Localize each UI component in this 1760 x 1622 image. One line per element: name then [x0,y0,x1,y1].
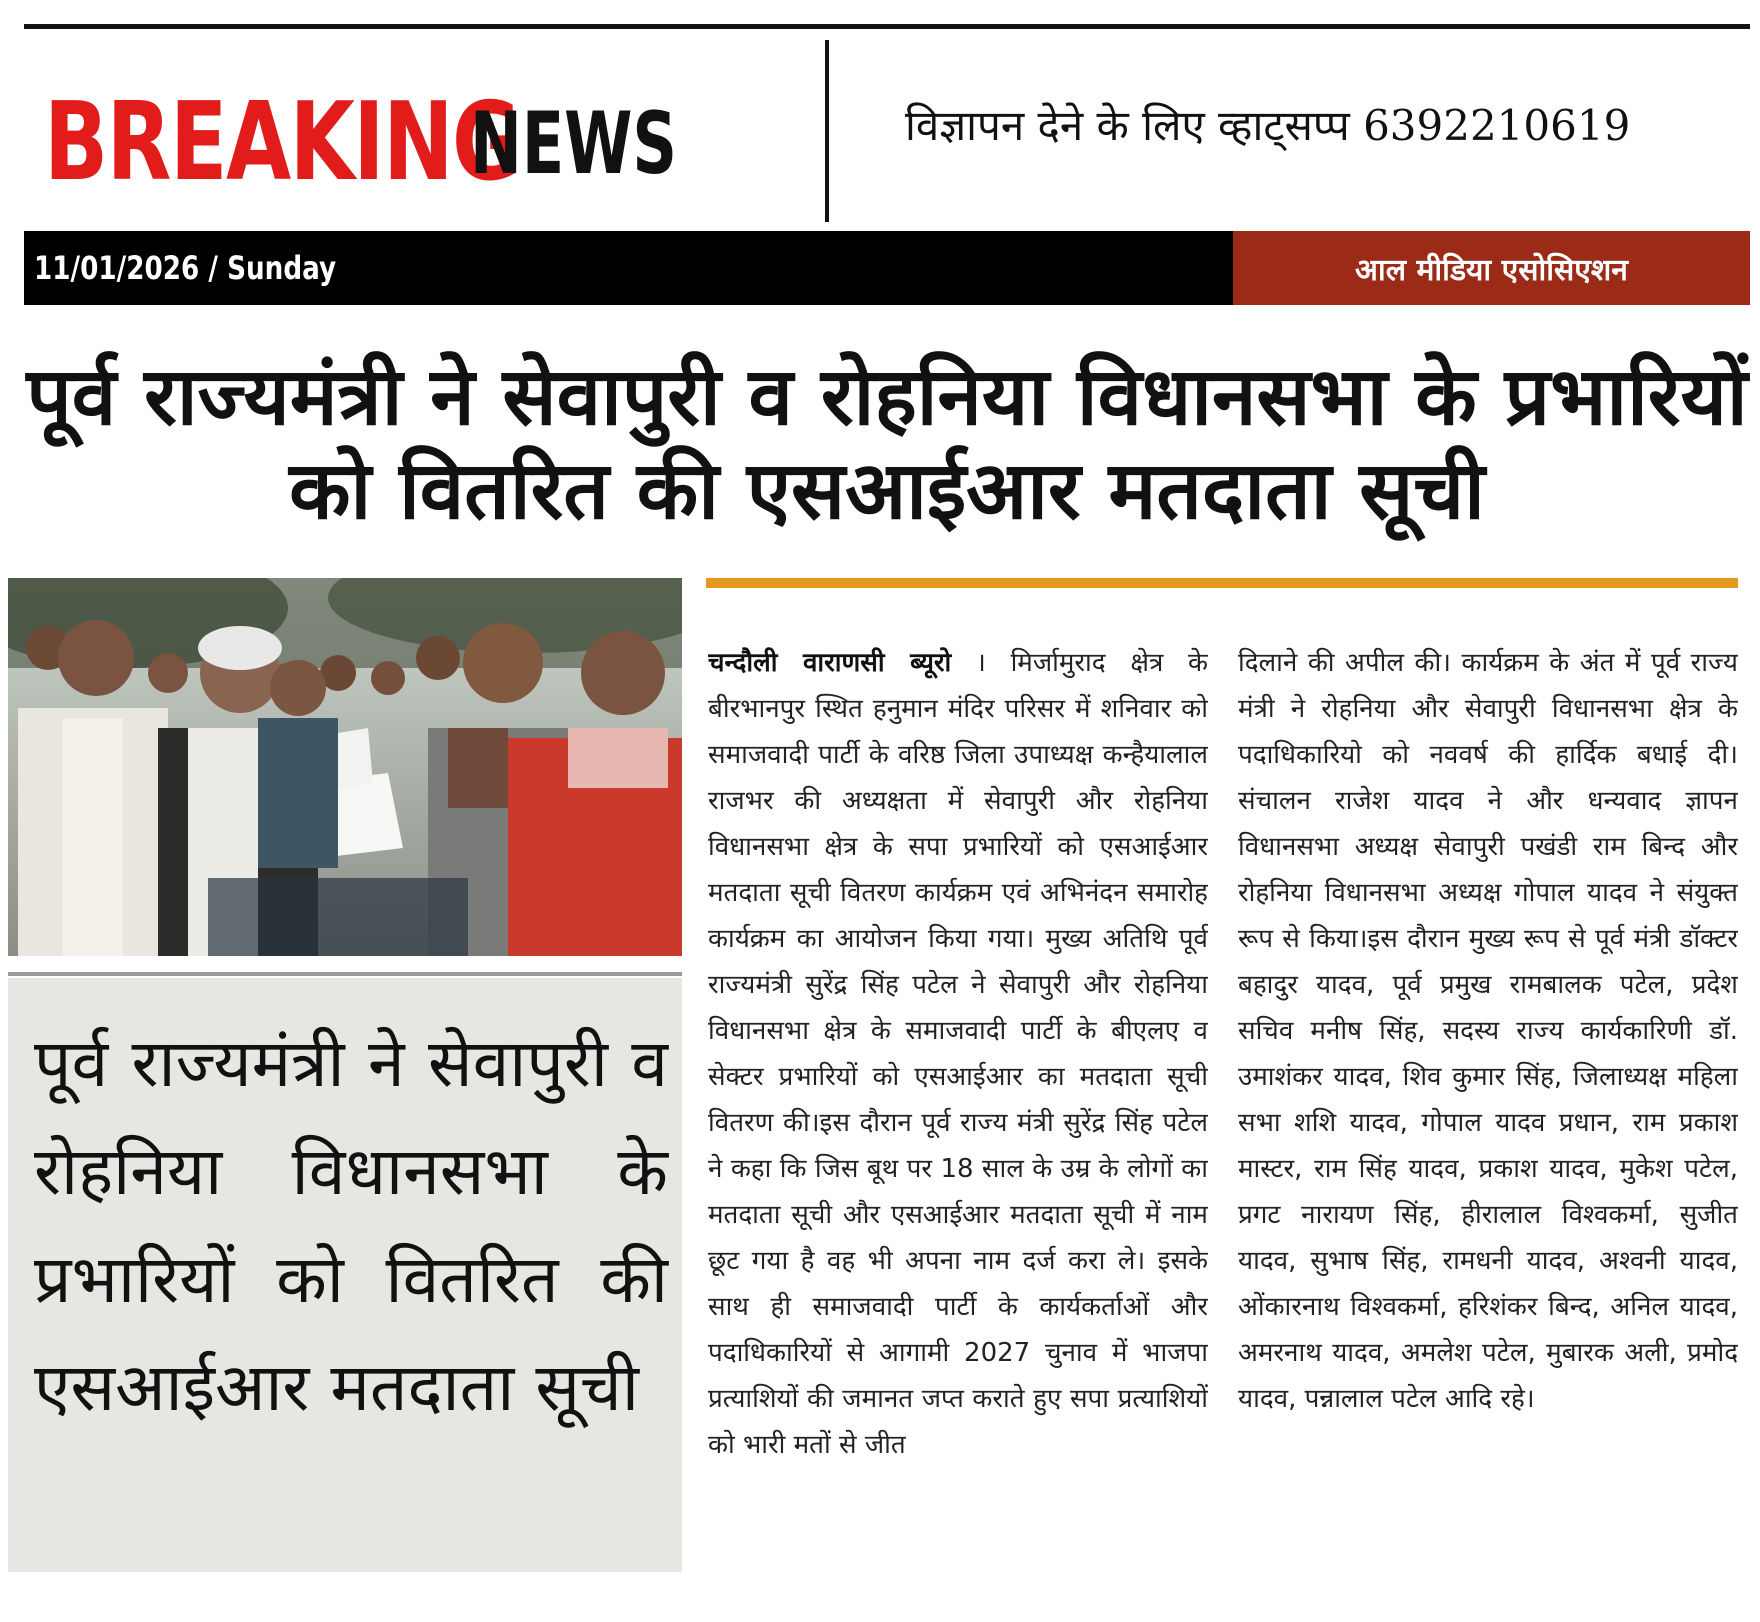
top-rule [24,24,1750,29]
association-name: आल मीडिया एसोसिएशन [1355,252,1628,288]
article-body-2: दिलाने की अपील की। कार्यक्रम के अंत में पूर्व राज्य मंत्री ने रोहनिया और सेवापुरी विधानसभा क्षेत्र के पदाधिकारियो को नववर्ष की हार्दिक बधाई दी। संचालन राजेश यादव ने और धन्यवाद ज्ञापन विधानसभा अध्यक्ष सेवापुरी पखंडी राम बिन्द और रोहनिया विधानसभा अध्यक्ष गोपाल यादव ने संयुक्त रूप से किया।इस दौरान मुख्य रूप से पूर्व मंत्री डॉक्टर बहादुर यादव, पूर्व प्रमुख रामबालक पटेल, प्रदेश सचिव मनीष सिंह, सदस्य राज्य कार्यकारिणी डॉ. उमाशंकर यादव, शिव कुमार सिंह, जिलाध्यक्ष महिला सभा शशि यादव, गोपाल यादव प्रधान, राम प्रकाश मास्टर, राम सिंह यादव, प्रकाश यादव, मुकेश पटेल, प्रगट नारायण सिंह, हीरालाल विश्वकर्मा, सुजीत यादव, सुभाष सिंह, रामधनी यादव, अश्वनी यादव, ओंकारनाथ विश्वकर्मा, हरिशंकर बिन्द, अनिल यादव, अमरनाथ यादव, अमलेश पटेल, मुबारक अली, प्रमोद यादव, पन्नालाल पटेल आदि रहे। [1238,648,1738,1414]
article-byline: चन्दौली वाराणसी ब्यूरो [708,648,952,678]
article-body-1: । मिर्जामुराद क्षेत्र के बीरभानपुर स्थित हनुमान मंदिर परिसर में शनिवार को समाजवादी पार्टी के वरिष्ठ जिला उपाध्यक्ष कन्हैयालाल राजभर की अध्यक्षता में सेवापुरी और रोहनिया विधानसभा क्षेत्र के सपा प्रभारियों को एसआईआर मतदाता सूची वितरण कार्यक्रम एवं अभिनंदन समारोह कार्यक्रम का आयोजन किया गया। मुख्य अतिथि पूर्व राज्यमंत्री सुरेंद्र सिंह पटेल ने सेवापुरी और रोहनिया विधानसभा क्षेत्र के समाजवादी पार्टी के बीएलए व सेक्टर प्रभारियों को एसआईआर का मतदाता सूची वितरण की।इस दौरान पूर्व राज्य मंत्री सुरेंद्र सिंह पटेल ने कहा कि जिस बूथ पर 18 साल के उम्र के लोगों का मतदाता सूची और एसआईआर मतदाता सूची में नाम छूट गया है वह भी अपना नाम दर्ज करा ले। इसके साथ ही समाजवादी पार्टी के कार्यकर्ताओं और पदाधिकारियों से आगामी 2027 चुनाव में भाजपा प्रत्याशियों की जमानत जप्त कराते हुए सपा प्रत्याशियों को भारी मतों से जीत [708,648,1208,1460]
article-column-1 [708,640,1208,1600]
photo-divider [8,972,682,976]
group-photo-image [8,578,682,956]
pull-quote-box [8,978,682,1572]
masthead-divider [825,40,829,222]
advertisement-contact: विज्ञापन देने के लिए व्हाट्सप्प 6392210619 [905,101,1631,150]
news-word: NEWS [470,94,678,194]
accent-rule [706,578,1738,588]
issue-date: 11/01/2026 / Sunday [34,249,337,287]
date-band [24,231,1750,305]
pull-quote-text: पूर्व राज्यमंत्री ने सेवापुरी व रोहनिया विधानसभा के प्रभारियों को वितरित की एसआईआर मतदाता सूची [34,1025,668,1426]
article-headline: पूर्व राज्यमंत्री ने सेवापुरी व रोहनिया विधानसभा के प्रभारियों को वितरित की एसआईआर मतदाता सूची [26,350,1748,537]
association-badge [1233,231,1750,305]
article-column-2 [1238,640,1738,1600]
breaking-word: BREAKING [44,80,520,205]
